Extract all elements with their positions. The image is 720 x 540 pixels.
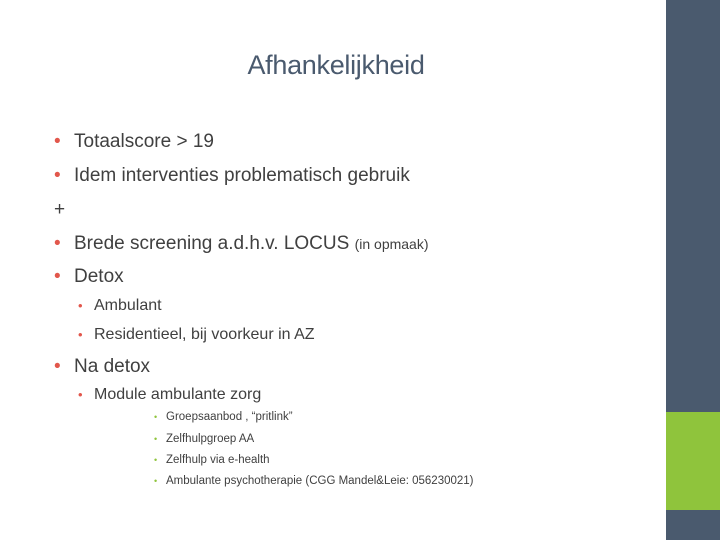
item-text: Detox: [74, 266, 124, 287]
bullet: •: [54, 233, 61, 254]
list-item: [154, 411, 293, 423]
item-note: (in opmaak): [354, 236, 429, 252]
list-item: [54, 356, 150, 378]
item-text: +: [54, 199, 66, 220]
item-text: Zelfhulpgroep AA: [166, 433, 255, 445]
item-text: Na detox: [74, 356, 151, 377]
bullet: •: [54, 266, 61, 287]
bullet: •: [78, 327, 83, 342]
item-text: Residentieel, bij voorkeur in AZ: [94, 326, 315, 343]
item-text: Totaalscore > 19: [74, 131, 214, 152]
item-text: Ambulant: [94, 297, 162, 314]
list-item: [54, 165, 410, 187]
list-item: [154, 433, 254, 445]
item-text: Ambulante psychotherapie (CGG Mandel&Leie: 056230021): [166, 475, 474, 487]
item-text: Groepsaanbod , “pritlink”: [166, 411, 293, 423]
list-item: [78, 297, 162, 315]
item-text: Brede screening a.d.h.v. LOCUS: [74, 233, 350, 254]
item-text: Zelfhulp via e-health: [166, 454, 270, 466]
slide-title: Afhankelijkheid: [247, 50, 425, 80]
list-item: [154, 454, 270, 466]
list-item: [54, 199, 65, 221]
list-item: [54, 266, 124, 288]
bullet: •: [154, 476, 158, 486]
list-item: [78, 326, 315, 344]
bullet: •: [154, 412, 158, 422]
list-item: [78, 386, 261, 404]
bullet: •: [78, 387, 83, 402]
bullet: •: [154, 434, 158, 444]
bullet: •: [54, 165, 61, 186]
bullet: •: [54, 356, 61, 377]
list-item: [54, 233, 429, 255]
list-item: [54, 131, 214, 153]
list-item: [154, 475, 474, 487]
accent-bar: [666, 412, 720, 510]
bullet: •: [78, 298, 83, 313]
item-text: Module ambulante zorg: [94, 386, 262, 403]
bullet: •: [54, 131, 61, 152]
bullet: •: [154, 455, 158, 465]
item-text: Idem interventies problematisch gebruik: [74, 165, 410, 186]
